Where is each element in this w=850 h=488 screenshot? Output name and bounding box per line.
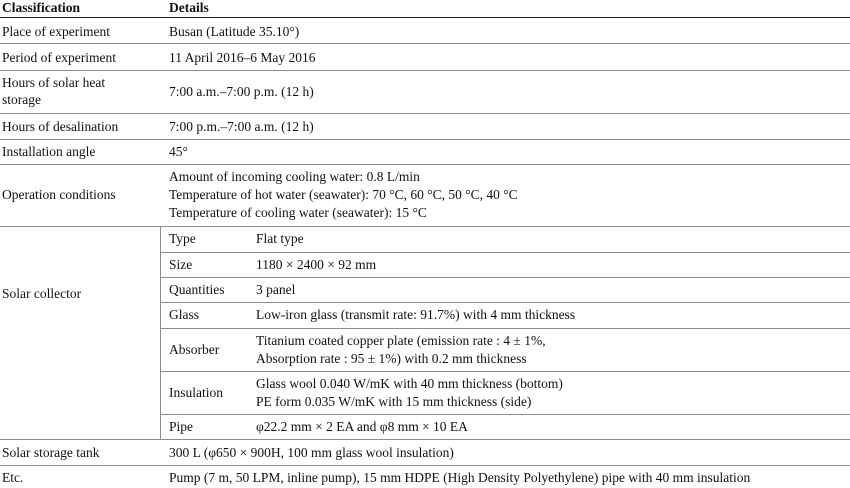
collector-absorber-line1: Titanium coated copper plate (emission rate : 4 ± 1%, [256,333,546,348]
row-rule [0,164,850,165]
operation-label: Operation conditions [2,187,116,202]
row-rule [0,43,850,44]
collector-size-value: 1180 × 2400 × 92 mm [256,257,377,272]
operation-line2: Temperature of hot water (seawater): 70 °C, 60 °C, 50 °C, 40 °C [169,187,518,202]
collector-insulation-line2: PE form 0.035 W/mK with 15 mm thickness (side) [256,394,532,409]
row-rule [0,139,850,140]
sub-row-rule [160,328,850,329]
storage-hours-value: 7:00 a.m.–7:00 p.m. (12 h) [169,84,314,99]
collector-absorber-label: Absorber [169,342,220,357]
collector-quantities-value: 3 panel [256,282,296,297]
place-label: Place of experiment [2,24,110,39]
collector-size-label: Size [169,257,193,272]
sub-table-divider [160,226,161,439]
collector-type-value: Flat type [256,231,304,246]
sub-row-rule [160,252,850,253]
collector-type-label: Type [169,231,196,246]
collector-insulation-label: Insulation [169,385,223,400]
collector-pipe-value: φ22.2 mm × 2 EA and φ8 mm × 10 EA [256,419,468,434]
storage-hours-label-line2: storage [2,92,41,107]
collector-absorber-line2: Absorption rate : 95 ± 1%) with 0.2 mm thickness [256,351,527,366]
period-value: 11 April 2016–6 May 2016 [169,50,316,65]
collector-pipe-label: Pipe [169,419,194,434]
row-rule [0,70,850,71]
header-details: Details [169,0,209,15]
row-rule [0,439,850,440]
place-value: Busan (Latitude 35.10°) [169,24,300,39]
header-bottom-rule [0,17,850,18]
desal-hours-value: 7:00 p.m.–7:00 a.m. (12 h) [169,119,314,134]
etc-value: Pump (7 m, 50 LPM, inline pump), 15 mm HDPE (High Density Polyethylene) pipe with 40 mm insulation [169,470,751,485]
sub-row-rule [160,371,850,372]
row-rule [0,226,850,227]
storage-hours-label-line1: Hours of solar heat [2,75,106,90]
operation-line1: Amount of incoming cooling water: 0.8 L/min [169,169,420,184]
sub-row-rule [160,277,850,278]
collector-glass-label: Glass [169,307,199,322]
collector-glass-value: Low-iron glass (transmit rate: 91.7%) with 4 mm thickness [256,307,576,322]
desal-hours-label: Hours of desalination [2,119,119,134]
sub-row-rule [160,414,850,415]
angle-label: Installation angle [2,144,96,159]
tank-value: 300 L (φ650 × 900H, 100 mm glass wool insulation) [169,445,454,460]
header-classification: Classification [2,0,81,15]
row-rule [0,113,850,114]
sub-row-rule [160,302,850,303]
period-label: Period of experiment [2,50,116,65]
collector-insulation-line1: Glass wool 0.040 W/mK with 40 mm thickness (bottom) [256,376,563,391]
operation-line3: Temperature of cooling water (seawater): 15 °C [169,205,427,220]
tank-label: Solar storage tank [2,445,100,460]
etc-label: Etc. [2,470,24,485]
collector-quantities-label: Quantities [169,282,225,297]
angle-value: 45° [169,144,188,159]
collector-label: Solar collector [2,286,82,301]
row-rule [0,465,850,466]
